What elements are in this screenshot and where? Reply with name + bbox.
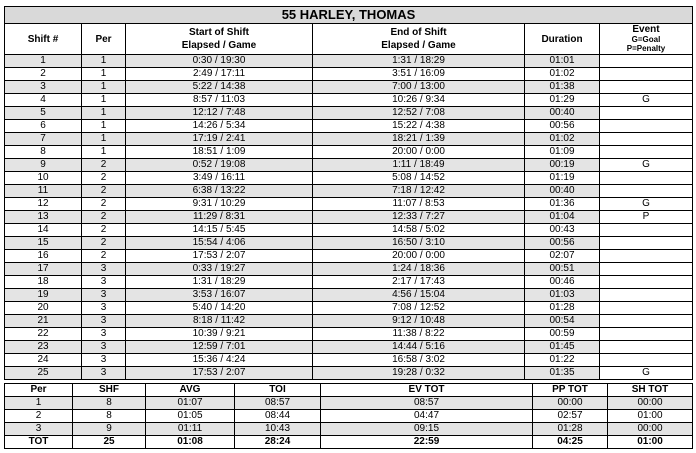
shift-cell-per: 3 (82, 263, 126, 276)
shift-cell-shift: 7 (5, 133, 82, 146)
shift-row (5, 341, 693, 354)
shift-cell-per: 3 (82, 328, 126, 341)
shift-cell-end: 12:33 / 7:27 (313, 211, 525, 224)
summary-cell-toi: 10:43 (235, 423, 321, 436)
shift-cell-duration: 01:09 (525, 146, 600, 159)
shift-row (5, 133, 693, 146)
shift-cell-event: G (600, 367, 693, 380)
shift-cell-per: 1 (82, 133, 126, 146)
shift-row (5, 94, 693, 107)
shift-cell-end: 15:22 / 4:38 (313, 120, 525, 133)
shift-cell-per: 2 (82, 250, 126, 263)
shift-cell-duration: 00:40 (525, 185, 600, 198)
shift-cell-shift: 6 (5, 120, 82, 133)
summary-cell-ev-tot: 08:57 (321, 397, 533, 410)
shift-cell-duration: 01:36 (525, 198, 600, 211)
shift-cell-start: 17:53 / 2:07 (126, 367, 313, 380)
summary-header-avg: AVG (146, 384, 235, 397)
shift-row (5, 276, 693, 289)
summary-cell-ev-tot: 22:59 (321, 436, 533, 449)
shift-cell-event (600, 237, 693, 250)
summary-cell-avg: 01:08 (146, 436, 235, 449)
shift-cell-shift: 17 (5, 263, 82, 276)
summary-cell-per: 2 (5, 410, 73, 423)
header-event-goal: G=Goal (631, 35, 661, 44)
shift-cell-shift: 15 (5, 237, 82, 250)
shift-cell-end: 1:31 / 18:29 (313, 55, 525, 68)
shift-cell-event (600, 302, 693, 315)
shift-row (5, 211, 693, 224)
shift-cell-event (600, 107, 693, 120)
shift-row (5, 198, 693, 211)
shift-row (5, 289, 693, 302)
summary-header-per: Per (5, 384, 73, 397)
shift-cell-duration: 01:22 (525, 354, 600, 367)
summary-cell-shf: 8 (73, 397, 146, 410)
summary-table (4, 383, 693, 449)
shift-cell-shift: 20 (5, 302, 82, 315)
summary-cell-toi: 08:44 (235, 410, 321, 423)
shift-cell-shift: 1 (5, 55, 82, 68)
summary-total-row (5, 436, 693, 449)
shift-cell-shift: 16 (5, 250, 82, 263)
shift-row (5, 315, 693, 328)
shift-cell-duration: 01:35 (525, 367, 600, 380)
shift-cell-duration: 02:07 (525, 250, 600, 263)
shift-cell-shift: 3 (5, 81, 82, 94)
shift-row (5, 68, 693, 81)
shift-cell-per: 3 (82, 341, 126, 354)
shift-cell-end: 11:38 / 8:22 (313, 328, 525, 341)
shift-cell-start: 14:26 / 5:34 (126, 120, 313, 133)
shift-cell-duration: 01:45 (525, 341, 600, 354)
shift-row (5, 146, 693, 159)
header-duration: Duration (525, 24, 600, 55)
shift-cell-start: 14:15 / 5:45 (126, 224, 313, 237)
header-event (600, 24, 693, 55)
shift-cell-end: 7:08 / 12:52 (313, 302, 525, 315)
summary-cell-ev-tot: 09:15 (321, 423, 533, 436)
shift-cell-shift: 13 (5, 211, 82, 224)
shift-cell-shift: 4 (5, 94, 82, 107)
shift-row (5, 55, 693, 68)
shift-cell-event (600, 276, 693, 289)
summary-header-shf: SHF (73, 384, 146, 397)
shift-row (5, 159, 693, 172)
shift-row (5, 250, 693, 263)
shift-cell-event (600, 81, 693, 94)
shift-row (5, 120, 693, 133)
shift-report (4, 6, 692, 449)
summary-header-toi: TOI (235, 384, 321, 397)
shift-cell-start: 0:33 / 19:27 (126, 263, 313, 276)
header-shift: Shift # (5, 24, 82, 55)
shift-cell-end: 4:56 / 15:04 (313, 289, 525, 302)
shift-cell-end: 7:00 / 13:00 (313, 81, 525, 94)
player-title: 55 HARLEY, THOMAS (5, 7, 693, 24)
shift-cell-event (600, 224, 693, 237)
shift-cell-event (600, 146, 693, 159)
header-start (126, 24, 313, 55)
shift-cell-start: 8:57 / 11:03 (126, 94, 313, 107)
header-start-line2: Elapsed / Game (181, 40, 257, 51)
summary-cell-avg: 01:07 (146, 397, 235, 410)
shift-cell-shift: 18 (5, 276, 82, 289)
shift-cell-per: 3 (82, 276, 126, 289)
shift-cell-duration: 00:59 (525, 328, 600, 341)
shift-cell-start: 3:49 / 16:11 (126, 172, 313, 185)
shift-cell-start: 12:12 / 7:48 (126, 107, 313, 120)
shift-cell-shift: 11 (5, 185, 82, 198)
summary-cell-avg: 01:11 (146, 423, 235, 436)
header-event-title: Event (632, 24, 660, 35)
shift-cell-per: 1 (82, 55, 126, 68)
summary-row (5, 397, 693, 410)
shift-row (5, 224, 693, 237)
shift-row (5, 328, 693, 341)
shift-row (5, 185, 693, 198)
shift-cell-per: 1 (82, 120, 126, 133)
shift-cell-event (600, 120, 693, 133)
shift-cell-shift: 14 (5, 224, 82, 237)
shift-cell-shift: 5 (5, 107, 82, 120)
shift-cell-end: 2:17 / 17:43 (313, 276, 525, 289)
shift-cell-duration: 00:46 (525, 276, 600, 289)
shift-cell-start: 18:51 / 1:09 (126, 146, 313, 159)
shift-cell-per: 1 (82, 107, 126, 120)
shift-cell-duration: 00:56 (525, 237, 600, 250)
shift-cell-duration: 00:43 (525, 224, 600, 237)
shift-cell-shift: 21 (5, 315, 82, 328)
shift-cell-event (600, 328, 693, 341)
shift-cell-start: 3:53 / 16:07 (126, 289, 313, 302)
shift-cell-duration: 00:56 (525, 120, 600, 133)
summary-header-row (5, 384, 693, 397)
shift-cell-per: 2 (82, 237, 126, 250)
shift-cell-end: 1:24 / 18:36 (313, 263, 525, 276)
shift-cell-event (600, 289, 693, 302)
shift-row (5, 367, 693, 380)
shift-cell-per: 3 (82, 302, 126, 315)
shift-cell-event (600, 354, 693, 367)
shift-cell-duration: 00:19 (525, 159, 600, 172)
shift-cell-shift: 24 (5, 354, 82, 367)
shift-cell-end: 14:58 / 5:02 (313, 224, 525, 237)
shift-cell-start: 9:31 / 10:29 (126, 198, 313, 211)
shift-cell-per: 1 (82, 68, 126, 81)
shift-cell-per: 3 (82, 367, 126, 380)
shift-cell-start: 0:52 / 19:08 (126, 159, 313, 172)
shift-cell-event: G (600, 94, 693, 107)
shift-cell-per: 3 (82, 289, 126, 302)
shift-cell-duration: 01:03 (525, 289, 600, 302)
summary-cell-pp-tot: 01:28 (533, 423, 608, 436)
shift-cell-start: 11:29 / 8:31 (126, 211, 313, 224)
shift-cell-duration: 01:04 (525, 211, 600, 224)
shift-cell-start: 12:59 / 7:01 (126, 341, 313, 354)
shift-row (5, 302, 693, 315)
shift-cell-shift: 12 (5, 198, 82, 211)
shift-cell-duration: 01:02 (525, 68, 600, 81)
shift-row (5, 354, 693, 367)
shift-cell-event (600, 185, 693, 198)
summary-cell-per: 3 (5, 423, 73, 436)
shift-cell-duration: 00:54 (525, 315, 600, 328)
shift-cell-event (600, 172, 693, 185)
shift-cell-per: 2 (82, 172, 126, 185)
header-event-penalty: P=Penalty (626, 44, 666, 53)
shift-cell-duration: 01:19 (525, 172, 600, 185)
summary-rows (5, 397, 693, 449)
shift-cell-event: G (600, 198, 693, 211)
shift-cell-start: 10:39 / 9:21 (126, 328, 313, 341)
summary-cell-shf: 25 (73, 436, 146, 449)
summary-cell-ev-tot: 04:47 (321, 410, 533, 423)
summary-cell-sh-tot: 00:00 (608, 423, 693, 436)
summary-cell-toi: 08:57 (235, 397, 321, 410)
shift-cell-per: 2 (82, 159, 126, 172)
shift-cell-start: 5:22 / 14:38 (126, 81, 313, 94)
header-end-line2: Elapsed / Game (381, 40, 456, 51)
shift-cell-end: 1:11 / 18:49 (313, 159, 525, 172)
shift-cell-end: 10:26 / 9:34 (313, 94, 525, 107)
shift-cell-end: 12:52 / 7:08 (313, 107, 525, 120)
shift-cell-per: 3 (82, 315, 126, 328)
shift-cell-event: G (600, 159, 693, 172)
shift-table (4, 6, 693, 380)
shift-cell-end: 3:51 / 16:09 (313, 68, 525, 81)
shift-cell-end: 5:08 / 14:52 (313, 172, 525, 185)
header-per: Per (82, 24, 126, 55)
shift-cell-shift: 8 (5, 146, 82, 159)
shift-cell-per: 2 (82, 211, 126, 224)
shift-cell-duration: 01:29 (525, 94, 600, 107)
shift-cell-duration: 01:01 (525, 55, 600, 68)
shift-cell-duration: 01:38 (525, 81, 600, 94)
shift-cell-start: 17:19 / 2:41 (126, 133, 313, 146)
shift-cell-event (600, 341, 693, 354)
shift-row (5, 237, 693, 250)
shift-cell-start: 1:31 / 18:29 (126, 276, 313, 289)
summary-cell-pp-tot: 00:00 (533, 397, 608, 410)
shift-row (5, 81, 693, 94)
shift-cell-end: 18:21 / 1:39 (313, 133, 525, 146)
shift-cell-per: 2 (82, 185, 126, 198)
shift-cell-per: 1 (82, 146, 126, 159)
shift-cell-per: 2 (82, 224, 126, 237)
shift-cell-event (600, 315, 693, 328)
summary-cell-pp-tot: 04:25 (533, 436, 608, 449)
shift-cell-end: 19:28 / 0:32 (313, 367, 525, 380)
shift-cell-event (600, 263, 693, 276)
shift-cell-shift: 19 (5, 289, 82, 302)
summary-cell-toi: 28:24 (235, 436, 321, 449)
summary-cell-sh-tot: 00:00 (608, 397, 693, 410)
shift-row (5, 263, 693, 276)
shift-cell-duration: 01:02 (525, 133, 600, 146)
shift-cell-per: 1 (82, 94, 126, 107)
summary-cell-per: 1 (5, 397, 73, 410)
shift-cell-duration: 01:28 (525, 302, 600, 315)
shift-cell-event (600, 250, 693, 263)
shift-cell-start: 15:36 / 4:24 (126, 354, 313, 367)
shift-cell-per: 1 (82, 81, 126, 94)
summary-cell-shf: 9 (73, 423, 146, 436)
header-start-line1: Start of Shift (189, 27, 249, 38)
shift-row (5, 107, 693, 120)
shift-cell-end: 9:12 / 10:48 (313, 315, 525, 328)
summary-row (5, 410, 693, 423)
shift-cell-end: 20:00 / 0:00 (313, 146, 525, 159)
shift-cell-event (600, 68, 693, 81)
summary-header-pp-tot: PP TOT (533, 384, 608, 397)
shift-cell-start: 6:38 / 13:22 (126, 185, 313, 198)
summary-cell-avg: 01:05 (146, 410, 235, 423)
shift-cell-start: 0:30 / 19:30 (126, 55, 313, 68)
shift-cell-shift: 2 (5, 68, 82, 81)
shift-row (5, 172, 693, 185)
shift-cell-end: 16:50 / 3:10 (313, 237, 525, 250)
shift-cell-start: 8:18 / 11:42 (126, 315, 313, 328)
shift-cell-start: 5:40 / 14:20 (126, 302, 313, 315)
shift-cell-event (600, 55, 693, 68)
summary-header-ev-tot: EV TOT (321, 384, 533, 397)
shift-cell-end: 20:00 / 0:00 (313, 250, 525, 263)
summary-header-sh-tot: SH TOT (608, 384, 693, 397)
summary-cell-sh-tot: 01:00 (608, 410, 693, 423)
shift-cell-shift: 10 (5, 172, 82, 185)
shift-cell-end: 14:44 / 5:16 (313, 341, 525, 354)
shift-rows (5, 55, 693, 380)
shift-cell-shift: 9 (5, 159, 82, 172)
header-end-line1: End of Shift (390, 27, 447, 38)
shift-cell-start: 2:49 / 17:11 (126, 68, 313, 81)
summary-cell-pp-tot: 02:57 (533, 410, 608, 423)
shift-cell-event: P (600, 211, 693, 224)
summary-row (5, 423, 693, 436)
column-header-row (5, 24, 693, 55)
shift-cell-shift: 25 (5, 367, 82, 380)
summary-cell-shf: 8 (73, 410, 146, 423)
shift-cell-shift: 22 (5, 328, 82, 341)
shift-cell-end: 11:07 / 8:53 (313, 198, 525, 211)
header-end (313, 24, 525, 55)
shift-cell-per: 2 (82, 198, 126, 211)
summary-cell-per: TOT (5, 436, 73, 449)
shift-cell-event (600, 133, 693, 146)
shift-cell-start: 17:53 / 2:07 (126, 250, 313, 263)
shift-cell-end: 7:18 / 12:42 (313, 185, 525, 198)
shift-cell-shift: 23 (5, 341, 82, 354)
shift-cell-per: 3 (82, 354, 126, 367)
shift-cell-end: 16:58 / 3:02 (313, 354, 525, 367)
shift-cell-start: 15:54 / 4:06 (126, 237, 313, 250)
shift-cell-duration: 00:40 (525, 107, 600, 120)
summary-cell-sh-tot: 01:00 (608, 436, 693, 449)
shift-cell-duration: 00:51 (525, 263, 600, 276)
